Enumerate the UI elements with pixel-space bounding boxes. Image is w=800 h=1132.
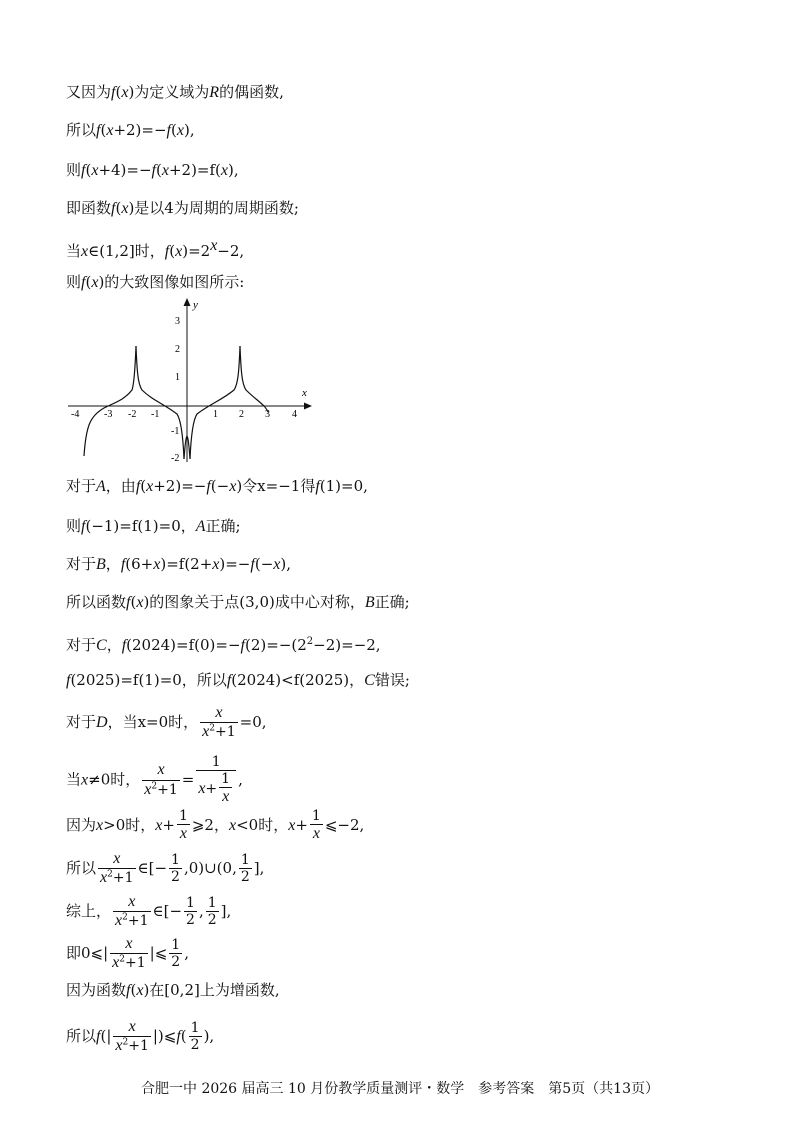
y-tick-label: 1 <box>175 372 180 383</box>
function-graph <box>60 296 320 466</box>
x-tick-label: -4 <box>71 409 80 420</box>
text-line-14: 当x≠0时， $\frac{x}{x^2+1}$ = 1 x+ $\frac{1}{x}$ , <box>66 754 243 806</box>
text-line-13: 对于D，当x=0时， $\frac{x}{x^2+1}$ =0, <box>66 704 267 741</box>
curve-left-peak-down <box>136 346 184 459</box>
text-line-11: 对于C，$f(2024)=f(0)=-f(2)=-(2^2-2)=-2$, <box>66 636 381 654</box>
curve-right-rise <box>190 346 240 459</box>
y-tick-label: 2 <box>175 344 180 355</box>
text-line-6: 则f(x)的大致图像如图所示: <box>66 273 245 291</box>
x-tick-label: -3 <box>104 409 113 420</box>
text-line-5: 当x∈(1,2]时，$f(x)=2^x-2$, <box>66 237 245 260</box>
text-line-16: 所以 $\frac{x}{x^2+1}$ ∈[− $\frac{1}{2}$ ,0)∪(0, $\frac{1}{2}$ ], <box>66 850 265 887</box>
x-axis-arrow <box>304 403 312 410</box>
x-tick-label: -2 <box>128 409 137 420</box>
x-tick-label: 3 <box>265 409 270 420</box>
text-line-18: 即0⩽| $\frac{x}{x^2+1}$ |⩽ $\frac{1}{2}$ , <box>66 935 189 972</box>
text-line-12: f(2025)=f(1)=0，所以f(2024)<f(2025)，C错误; <box>66 671 410 689</box>
y-axis-arrow <box>184 298 191 306</box>
text-line-8: 则f(−1)=f(1)=0，A正确; <box>66 517 241 535</box>
text-line-2: 所以f(x+2)=−f(x), <box>66 121 195 139</box>
curve-left-dip <box>84 346 136 456</box>
x-tick-label: 1 <box>213 409 218 420</box>
x-tick-label: 2 <box>239 409 244 420</box>
y-tick-label: -1 <box>171 426 180 437</box>
text-line-3: 则f(x+4)=−f(x+2)=f(x), <box>66 161 239 179</box>
text-line-15: 因为x>0时，x+ $\frac{1}{x}$ ⩾2，x<0时，x+ $\frac{1}{x}$ ⩽−2, <box>66 808 365 843</box>
x-tick-label: 4 <box>292 409 297 420</box>
text-line-10: 所以函数f(x)的图象关于点(3,0)成中心对称，B正确; <box>66 593 410 611</box>
text-line-20: 所以f(| $\frac{x}{x^2+1}$ |)⩽f( $\frac{1}{2}$ ), <box>66 1018 215 1055</box>
curve-right-peak-down <box>240 346 268 412</box>
text-line-17: 综上， $\frac{x}{x^2+1}$ ∈[− $\frac{1}{2}$ , $\frac{1}{2}$ ], <box>66 893 232 930</box>
text-line-19: 因为函数f(x)在[0,2]上为增函数, <box>66 981 280 999</box>
y-tick-label: -2 <box>171 453 180 464</box>
text-line-9: 对于B，f(6+x)=f(2+x)=−f(−x), <box>66 555 291 573</box>
text-line-1: 又因为f(x)为定义域为R的偶函数, <box>66 83 284 101</box>
y-tick-label: 3 <box>175 316 180 327</box>
page-footer: 合肥一中 2026 届高三 10 月份教学质量测评・数学 参考答案 第5页（共13页） <box>141 1081 659 1097</box>
y-axis-label: y <box>193 299 198 311</box>
x-tick-label: -1 <box>151 409 160 420</box>
text-line-4: 即函数f(x)是以4为周期的周期函数; <box>66 199 299 217</box>
text-line-7: 对于A，由f(x+2)=−f(−x)令x=−1得f(1)=0, <box>66 477 368 495</box>
x-axis-label: x <box>302 387 307 399</box>
